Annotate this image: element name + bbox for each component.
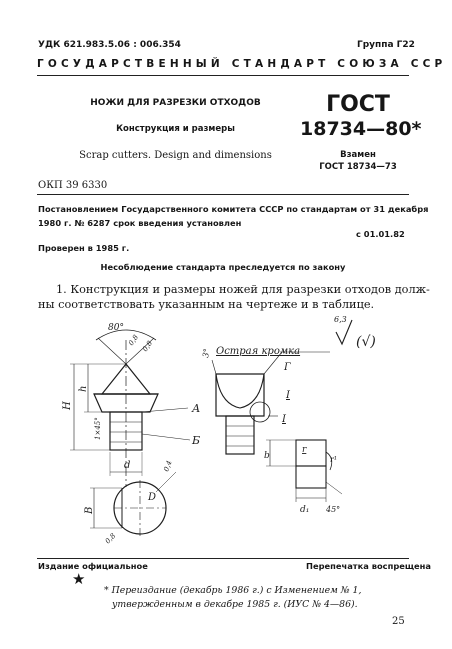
- reprint-note-line-2: утвержденным в декабре 1985 г. (ИУС № 4—86).: [112, 599, 358, 610]
- official-edition: Издание официальное: [38, 561, 148, 571]
- detail-dim-chamfer: 45°: [326, 505, 341, 514]
- reprint-prohibited: Перепечатка воспрещена: [306, 561, 432, 571]
- label-i-detail: I: [282, 414, 286, 425]
- document-title-ru: НОЖИ ДЛЯ РАЗРЕЗКИ ОТХОДОВ: [90, 98, 261, 108]
- violation-note: Несоблюдение стандарта преследуется по закону: [100, 262, 346, 272]
- detail-dim-r1: r¹: [330, 455, 338, 464]
- star-icon: ★: [72, 570, 86, 588]
- label-b: Б: [192, 434, 201, 447]
- dim-side: 0,4: [162, 459, 174, 473]
- effective-date: с 01.01.82: [356, 229, 405, 239]
- sharp-edge-label: Острая кромка: [216, 346, 301, 357]
- label-a: А: [192, 402, 201, 415]
- decree-line-2: 1980 г. № 6287 срок введения установлен: [38, 218, 242, 228]
- header-rule: [37, 75, 409, 76]
- gost-label: ГОСТ: [326, 92, 390, 117]
- dim-D: D: [148, 492, 157, 503]
- okp-rule: [37, 194, 409, 195]
- standard-title: ГОСУДАРСТВЕННЫЙ СТАНДАРТ СОЮЗА ССР: [37, 58, 447, 70]
- paragraph-1-line-1: 1. Конструкция и размеры ножей для разрезки отходов долж-: [56, 283, 430, 296]
- gost-number: 18734—80*: [300, 118, 422, 140]
- dim-h: h: [78, 385, 89, 392]
- okp-code: ОКП 39 6330: [38, 180, 108, 191]
- decree-line-1: Постановлением Государственного комитета СССР по стандартам от 31 декабря: [38, 204, 429, 214]
- dim-chamfer: 1×45°: [94, 417, 102, 440]
- detail-dim-r: r: [302, 445, 307, 455]
- replaces-label: Взамен: [340, 150, 376, 160]
- document-subtitle-ru: Конструкция и размеры: [116, 124, 235, 134]
- roughness-value: 6,3: [334, 315, 347, 324]
- roughness-bracket: (√): [356, 334, 376, 350]
- detail-dim-d1: d₁: [300, 505, 310, 515]
- label-g: Г: [284, 362, 291, 373]
- paragraph-1-line-2: ны соответствовать указанным на чертеже и в таблице.: [38, 298, 375, 311]
- dim-d: d: [124, 460, 131, 471]
- replaces-value: ГОСТ 18734—73: [319, 162, 397, 172]
- side-view: [212, 352, 330, 454]
- dim-small: 0,8: [103, 531, 118, 546]
- technical-drawing: [30, 312, 415, 554]
- dim-angle-top: 80°: [108, 323, 124, 333]
- group-code: Группа Г22: [357, 40, 415, 50]
- checked-note: Проверен в 1985 г.: [38, 243, 130, 253]
- dim-H: H: [62, 401, 73, 410]
- document-title-en: Scrap cutters. Design and dimensions: [79, 150, 272, 161]
- dim-chamfer-2: 0,8: [141, 339, 155, 354]
- reprint-note-line-1: * Переиздание (декабрь 1986 г.) с Изменением № 1,: [104, 585, 362, 596]
- dim-B: B: [84, 506, 95, 514]
- footer-rule: [37, 558, 409, 559]
- detail-dim-b: b: [264, 451, 270, 461]
- dim-chamfer-1: 0,8: [127, 333, 141, 348]
- udk-code: УДК 621.983.5.06 : 006.354: [38, 40, 181, 50]
- dim-angle-small: 3°: [201, 347, 212, 359]
- label-i-main: I: [286, 390, 290, 401]
- page-number: 25: [392, 616, 405, 627]
- bottom-view: [90, 472, 176, 536]
